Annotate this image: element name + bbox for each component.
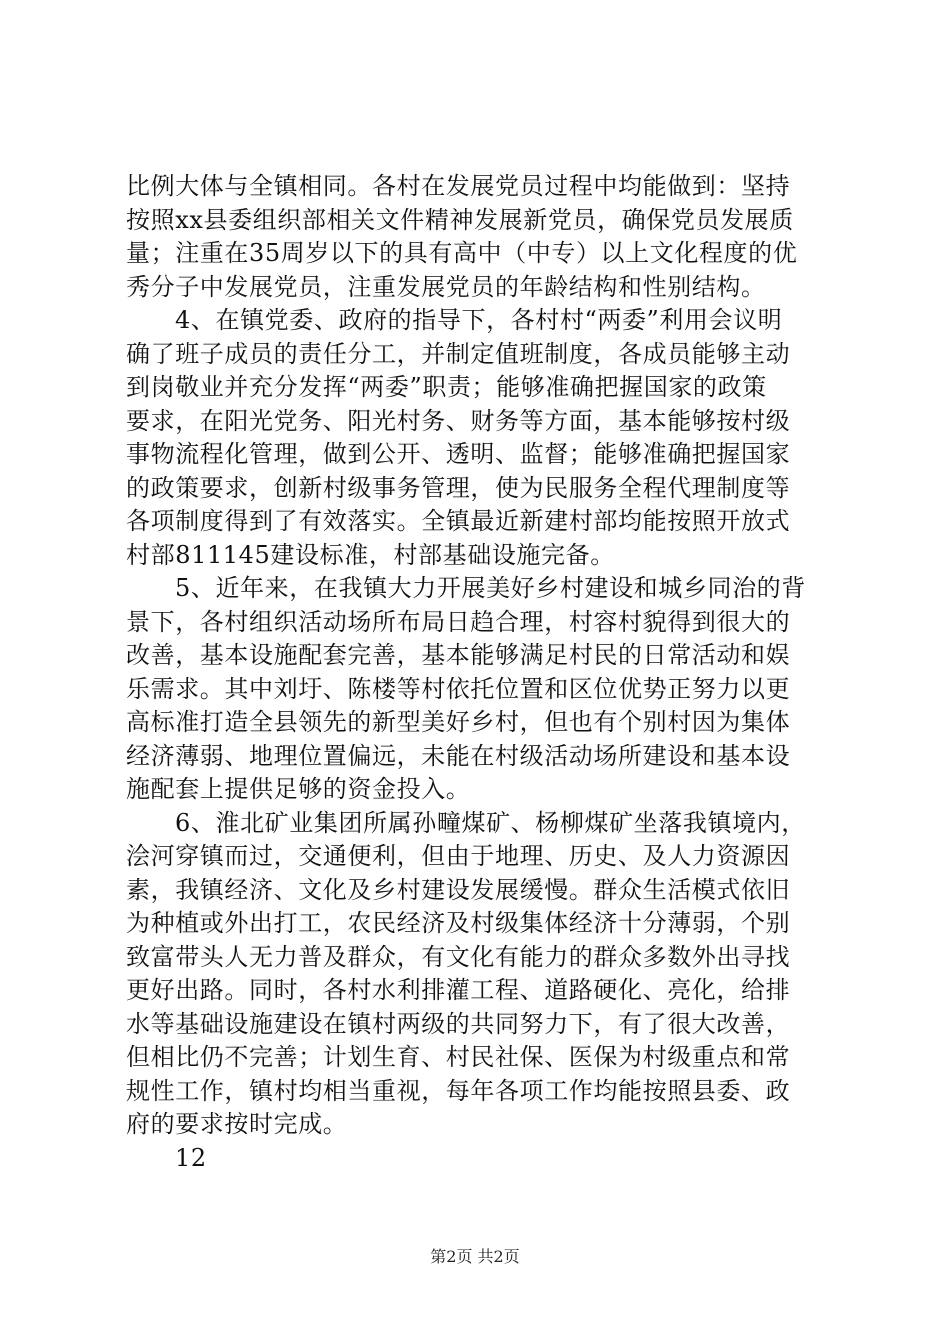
text-line: 致富带头人无力普及群众，有文化有能力的群众多数外出寻找 [126,942,791,971]
text-line: 规性工作，镇村均相当重视，每年各项工作均能按照县委、政 [126,1076,791,1105]
paragraph-first-line: 6、淮北矿业集团所属孙疃煤矿、杨柳煤矿坐落我镇境内， [175,808,806,837]
text-line: 各项制度得到了有效落实。全镇最近新建村部均能按照开放式 [126,507,791,535]
text-line: 事物流程化管理，做到公开、透明、监督；能够准确把握国家 [126,440,791,468]
paragraph-first-line: 4、在镇党委、政府的指导下，各村村“两委”利用会议明 [175,306,783,334]
text-line: 要求，在阳光党务、阳光村务、财务等方面，基本能够按村级 [126,406,791,435]
text-line: 的政策要求，创新村级事务管理，使为民服务全程代理制度等 [126,473,791,502]
text-line: 施配套上提供足够的资金投入。 [126,775,471,803]
text-line: 高标准打造全县领先的新型美好乡村，但也有个别村因为集体 [126,708,791,736]
text-line: 按照xx县委组织部相关文件精神发展新党员，确保党员发展质 [126,205,794,234]
text-line: 乐需求。其中刘圩、陈楼等村依托位置和区位优势正努力以更 [126,674,791,703]
page-footer: 第2页 共2页 [430,1247,520,1266]
text-line: 村部811145建设标准，村部基础设施完备。 [126,540,615,569]
text-line: 经济薄弱、地理位置偏远，未能在村级活动场所建设和基本设 [126,741,791,770]
text-line: 浍河穿镇而过，交通便利，但由于地理、历史、及人力资源因 [126,842,791,870]
text-line: 为种植或外出打工，农民经济及村级集体经济十分薄弱，个别 [126,909,791,937]
text-line: 水等基础设施建设在镇村两级的共同努力下，有了很大改善， [126,1009,791,1038]
text-line: 但相比仍不完善；计划生育、村民社保、医保为村级重点和常 [126,1043,791,1071]
text-line: 景下，各村组织活动场所布局日趋合理，村容村貌得到很大的 [126,607,791,636]
text-line: 确了班子成员的责任分工，并制定值班制度，各成员能够主动 [126,339,791,368]
paragraph-first-line: 12 [175,1143,207,1172]
text-line: 更好出路。同时，各村水利排灌工程、道路硬化、亮化，给排 [126,976,791,1004]
text-line: 素，我镇经济、文化及乡村建设发展缓慢。群众生活模式依旧 [126,875,791,904]
document-body [126,170,846,1175]
text-line: 量；注重在35周岁以下的具有高中（中专）以上文化程度的优 [126,239,798,267]
paragraph-first-line: 5、近年来，在我镇大力开展美好乡村建设和城乡同治的背 [175,574,806,602]
text-line: 比例大体与全镇相同。各村在发展党员过程中均能做到：坚持 [126,172,791,200]
text-line: 到岗敬业并充分发挥“两委”职责；能够准确把握国家的政策 [126,373,767,401]
text-line: 秀分子中发展党员，注重发展党员的年龄结构和性别结构。 [126,272,766,301]
text-line: 改善，基本设施配套完善，基本能够满足村民的日常活动和娱 [126,641,791,669]
text-line: 府的要求按时完成。 [126,1110,348,1138]
